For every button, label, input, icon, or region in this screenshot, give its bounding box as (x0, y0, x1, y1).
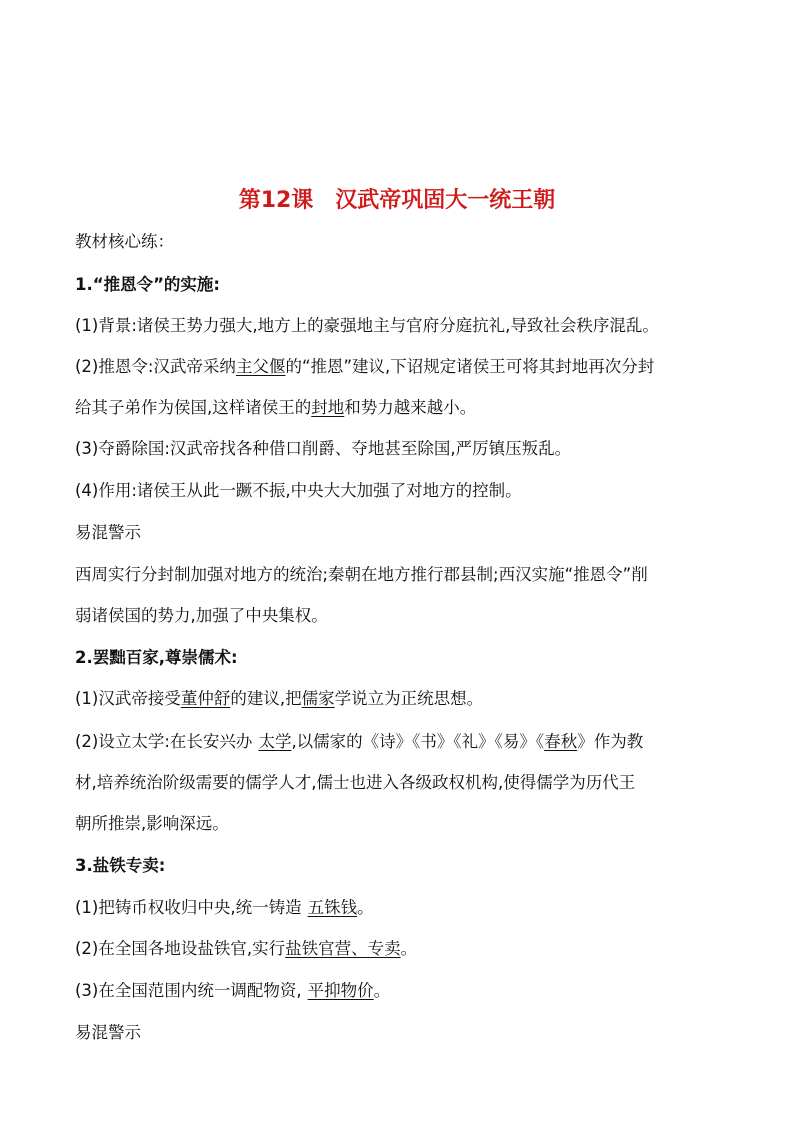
text-fragment: 。 (373, 981, 391, 1000)
underlined-answer: 五铢钱 (307, 898, 358, 917)
section1-heading: 1.“推恩令”的实施: (75, 275, 221, 294)
warning1-text-line1: 西周实行分封制加强对地方的统治;秦朝在地方推行郡县制;西汉实施“推恩令”削 (75, 565, 648, 584)
underlined-answer: 董仲舒 (180, 689, 231, 708)
text-fragment: 和势力越来越小。 (344, 398, 477, 417)
section3-heading: 3.盐铁专卖: (75, 856, 166, 875)
text-fragment: 。 (400, 939, 418, 958)
text-fragment: (2)推恩令:汉武帝采纳 (75, 357, 236, 376)
section2-heading: 2.罢黜百家,尊崇儒术: (75, 648, 238, 667)
text-fragment: 》作为教 (577, 732, 644, 751)
warning2-label: 易混警示 (75, 1023, 141, 1042)
text-fragment: 的“推恩”建议,下诏规定诸侯王可将其封地再次分封 (285, 357, 655, 376)
section1-p4: (4)作用:诸侯王从此一蹶不振,中央大大加强了对地方的控制。 (75, 481, 522, 500)
text-fragment: 的建议,把 (230, 689, 302, 708)
section1-p3: (3)夺爵除国:汉武帝找各种借口削爵、夺地甚至除国,严厉镇压叛乱。 (75, 439, 572, 458)
underlined-answer: 盐铁官营、专卖 (285, 939, 401, 958)
text-fragment: (1)汉武帝接受 (75, 689, 181, 708)
lesson-title: 第12课 汉武帝巩固大一统王朝 (238, 188, 556, 213)
intro-label: 教材核心练： (75, 232, 174, 251)
section1-p2-line1 (75, 355, 725, 379)
section2-p2-line1 (75, 730, 725, 754)
section3-p3 (75, 979, 725, 1003)
section2-p1 (75, 687, 725, 711)
underlined-answer: 春秋 (544, 732, 578, 751)
underlined-answer: 儒家 (301, 689, 335, 708)
text-fragment: 学说立为正统思想。 (334, 689, 484, 708)
text-fragment: (3)在全国范围内统一调配物资, (75, 981, 302, 1000)
underlined-answer: 封地 (311, 398, 345, 417)
text-fragment: 。 (357, 898, 374, 917)
underlined-answer: 平抑物价 (307, 981, 374, 1000)
text-fragment: ,以儒家的《诗》《书》《礼》《易》《 (291, 732, 545, 751)
underlined-answer: 主父偃 (235, 357, 286, 376)
text-fragment: (2)在全国各地设盐铁官,实行 (75, 939, 286, 958)
section1-p2-line2 (75, 396, 725, 420)
warning1-label: 易混警示 (75, 523, 141, 542)
text-fragment: 给其子弟作为侯国,这样诸侯王的 (75, 398, 312, 417)
section3-p1 (75, 896, 725, 920)
text-fragment: (1)把铸币权收归中央,统一铸造 (75, 898, 302, 917)
underlined-answer: 太学 (258, 732, 292, 751)
section2-p2-line3: 朝所推崇,影响深远。 (75, 814, 229, 833)
text-fragment: (2)设立太学:在长安兴办 (75, 732, 253, 751)
section3-p2 (75, 937, 725, 961)
warning1-text-line2: 弱诸侯国的势力,加强了中央集权。 (75, 606, 328, 625)
section2-p2-line2: 材,培养统治阶级需要的儒学人才,儒士也进入各级政权机构,使得儒学为历代王 (75, 773, 636, 792)
section1-p1: (1)背景:诸侯王势力强大,地方上的豪强地主与官府分庭抗礼,导致社会秩序混乱。 (75, 316, 659, 335)
